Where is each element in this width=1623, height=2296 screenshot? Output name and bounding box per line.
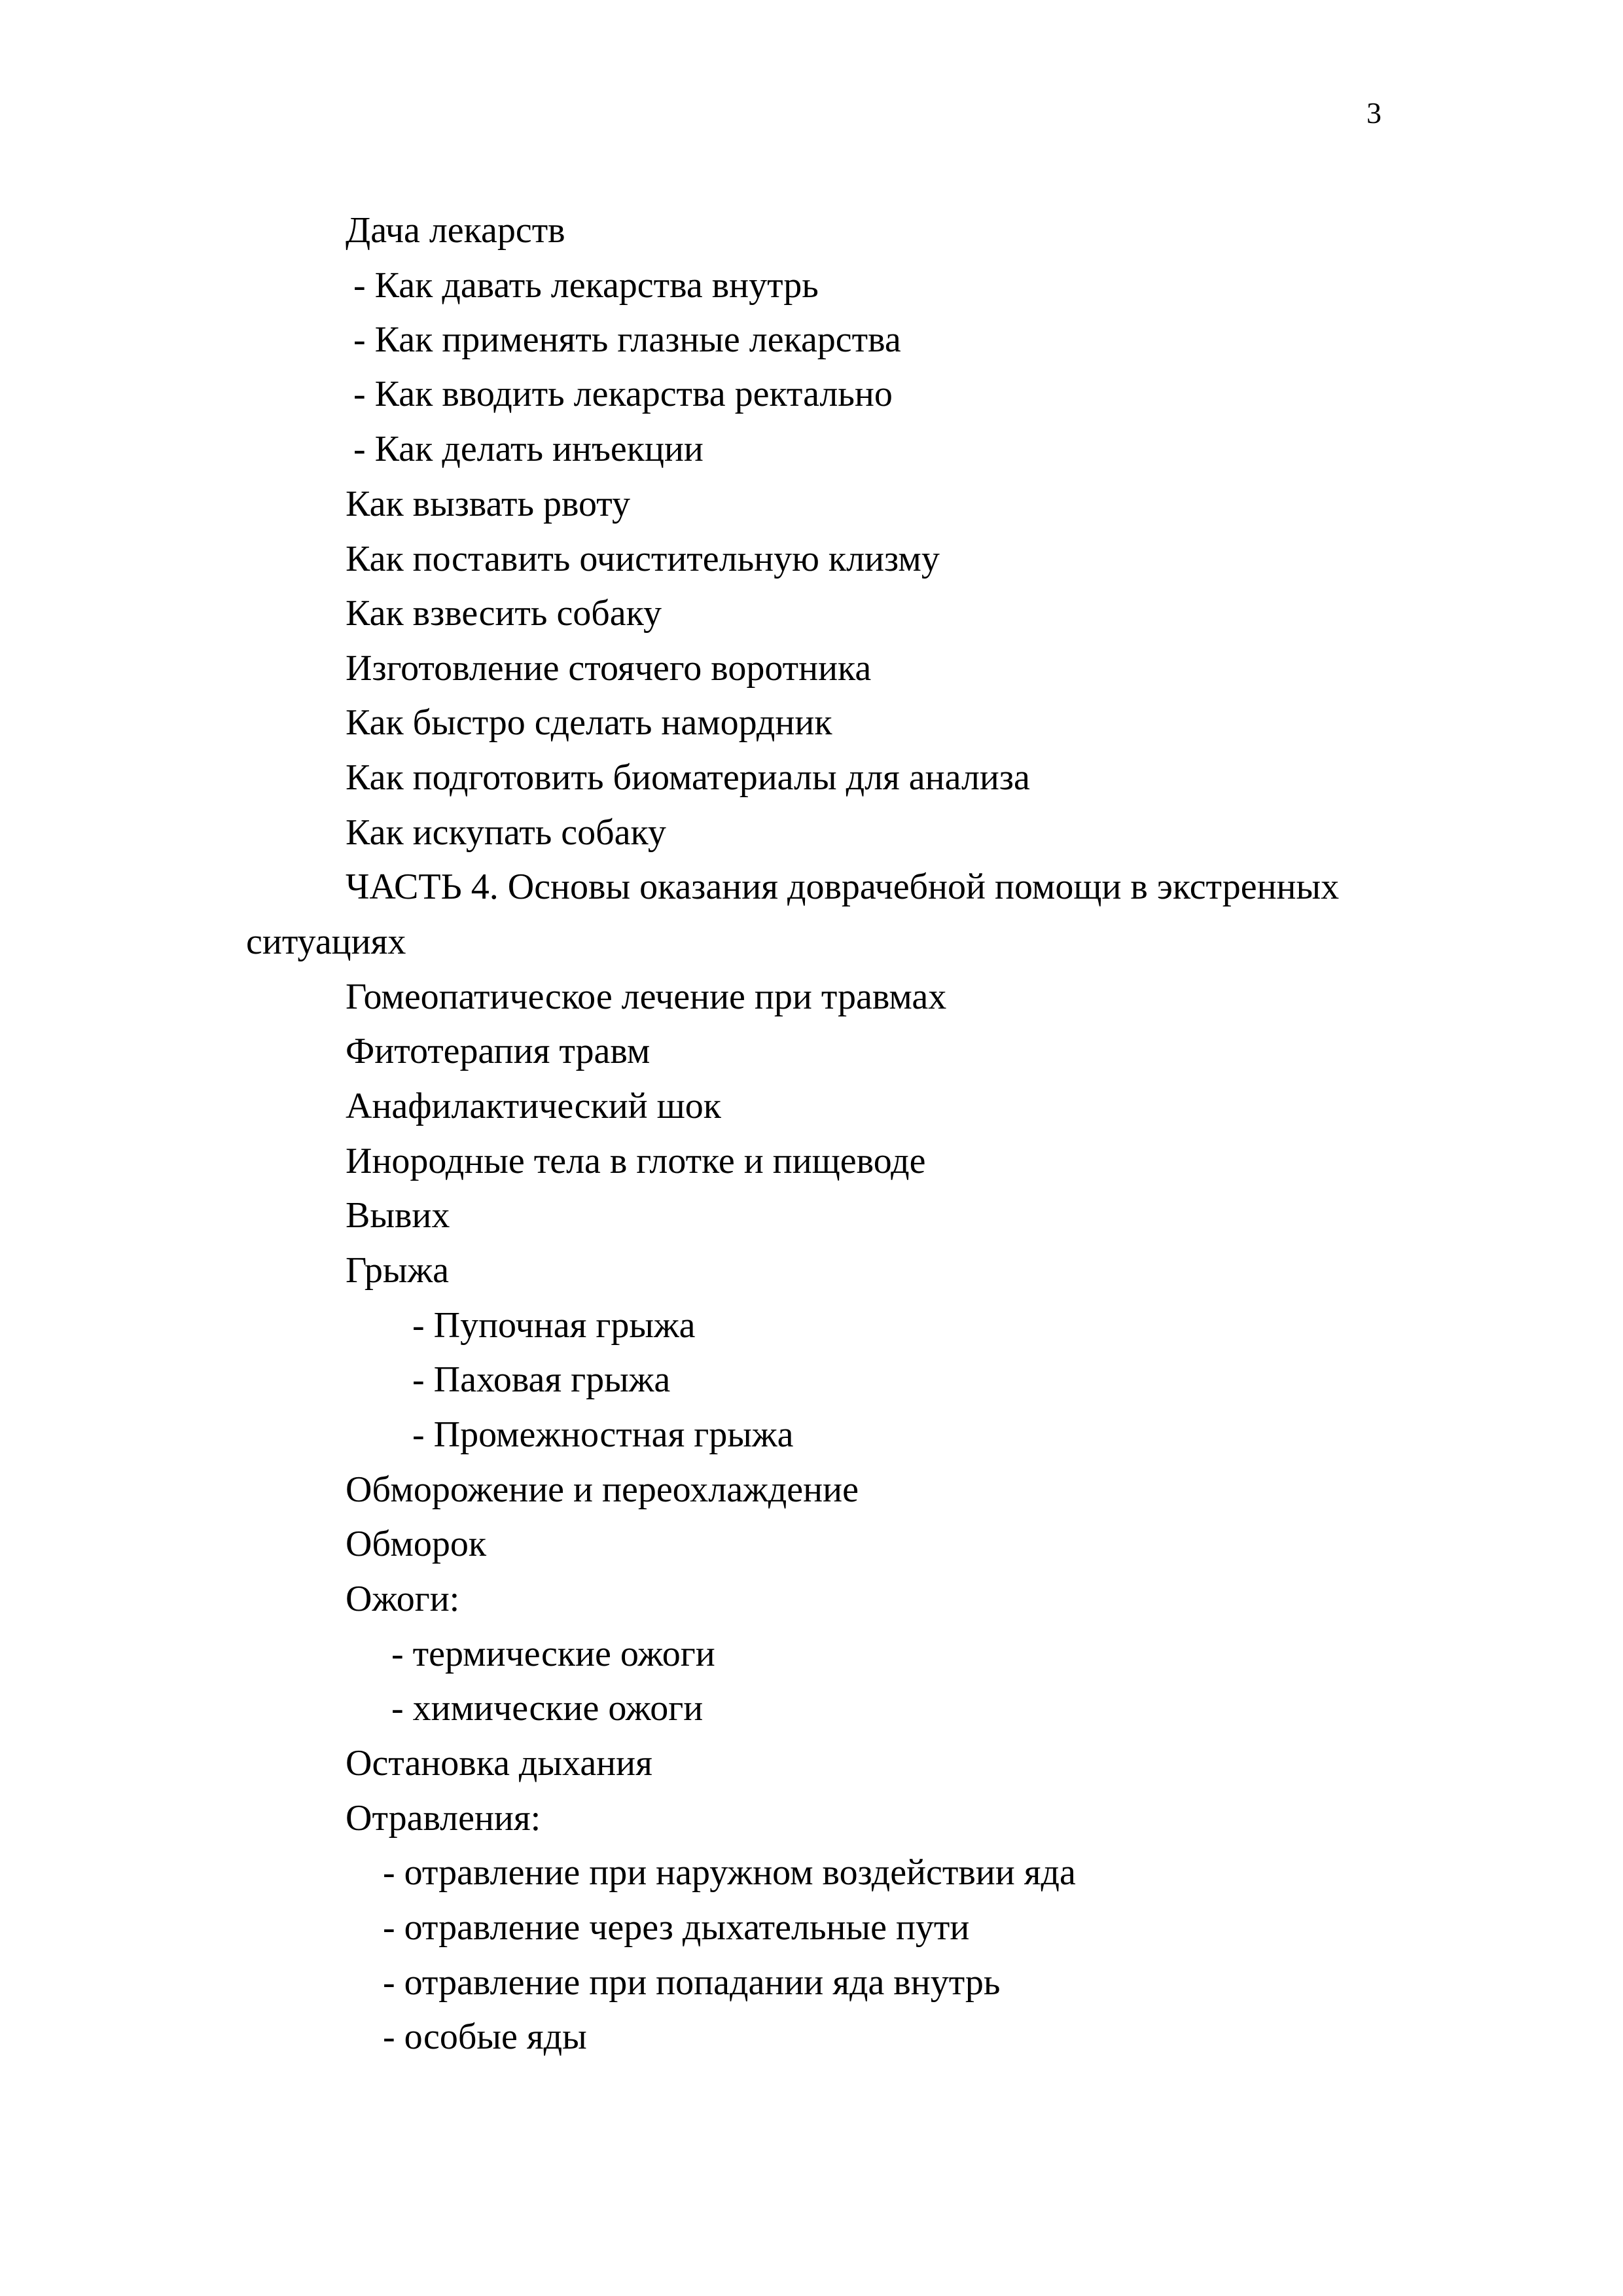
toc-item: Как подготовить биоматериалы для анализа <box>346 757 1030 798</box>
toc-item: Вывих <box>346 1195 450 1236</box>
toc-subitem: - отравление при попадании яда внутрь <box>383 1962 1001 2003</box>
toc-item: Инородные тела в глотке и пищеводе <box>346 1141 926 1181</box>
toc-item: Как поставить очистительную клизму <box>346 539 940 579</box>
toc-item: Обморожение и переохлаждение <box>346 1469 859 1510</box>
toc-subitem: - Как давать лекарства внутрь <box>353 265 819 306</box>
toc-part-heading: ЧАСТЬ 4. Основы оказания доврачебной помощи в экстренных <box>346 867 1340 907</box>
toc-item: Ожоги: <box>346 1579 460 1619</box>
toc-subitem: - термические ожоги <box>391 1634 715 1674</box>
toc-subitem: - Как делать инъекции <box>353 429 704 469</box>
toc-subitem: - химические ожоги <box>391 1688 704 1729</box>
toc-subitem: - Как вводить лекарства ректально <box>353 374 893 414</box>
toc-part-heading-continuation: ситуациях <box>246 922 406 962</box>
toc-item: Остановка дыхания <box>346 1743 652 1784</box>
toc-subitem: - особые яды <box>383 2017 587 2057</box>
toc-item: Как быстро сделать намордник <box>346 702 832 743</box>
toc-subitem: - Как применять глазные лекарства <box>353 319 901 360</box>
toc-subitem: - Паховая грыжа <box>412 1359 671 1400</box>
page-number: 3 <box>1366 96 1382 130</box>
toc-item: Фитотерапия травм <box>346 1031 651 1071</box>
toc-item: Грыжа <box>346 1250 450 1291</box>
toc-item: Как вызвать рвоту <box>346 484 631 524</box>
toc-subitem: - отравление при наружном воздействии яда <box>383 1852 1076 1893</box>
toc-item: Обморок <box>346 1524 487 1564</box>
toc-item: Изготовление стоячего воротника <box>346 648 872 689</box>
toc-item: Как искупать собаку <box>346 812 666 853</box>
toc-item: Дача лекарств <box>346 210 565 251</box>
toc-subitem: - Пупочная грыжа <box>412 1305 696 1346</box>
toc-item: Анафилактический шок <box>346 1086 721 1126</box>
toc-item: Гомеопатическое лечение при травмах <box>346 977 947 1017</box>
toc-subitem: - Промежностная грыжа <box>412 1414 794 1455</box>
toc-subitem: - отравление через дыхательные пути <box>383 1907 970 1948</box>
toc-item: Как взвесить собаку <box>346 593 662 634</box>
toc-item: Отравления: <box>346 1798 541 1839</box>
